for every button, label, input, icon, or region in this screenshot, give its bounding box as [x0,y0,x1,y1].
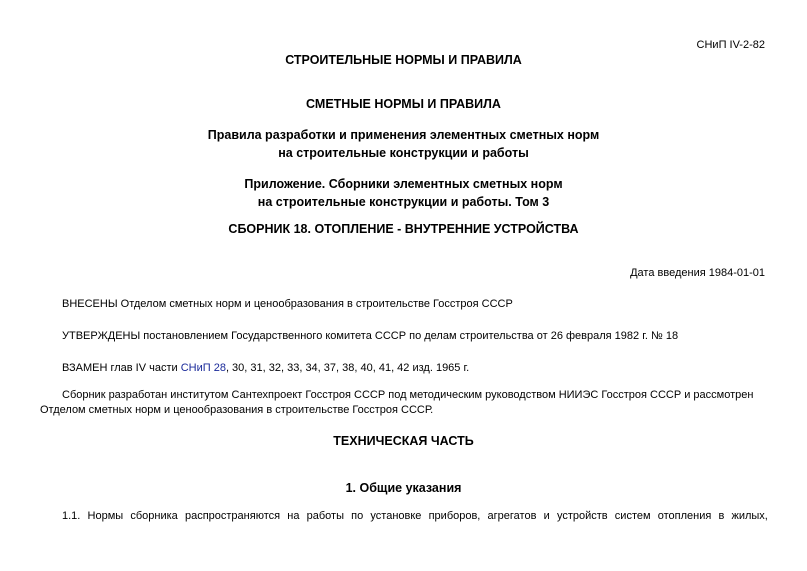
main-title: СТРОИТЕЛЬНЫЕ НОРМЫ И ПРАВИЛА [285,53,522,67]
clause-word: жилых, [731,510,768,522]
clause-word: сборника [130,510,178,522]
clause-word: Нормы [87,510,124,522]
clause-word: приборов, [428,510,481,522]
appendix-title-line2: на строительные конструкции и работы. Том 3 [257,195,550,209]
clause-word: распространяются [184,510,281,522]
developed-paragraph-line1: Сборник разработан институтом Сантехпроект Госстроя СССР под методическим руководством НИИЭС Госстроя СССР и рассмотрен [62,389,754,401]
replaced-prefix: ВЗАМЕН глав IV части [62,362,181,374]
general-instructions-heading: 1. Общие указания [345,481,462,495]
clause-word: агрегатов [487,510,537,522]
clause-word: и [543,510,550,522]
appendix-title-line1: Приложение. Сборники элементных сметных норм [244,177,563,191]
clause-word: работы [306,510,344,522]
snip-28-link[interactable]: СНиП 28 [180,362,226,374]
introduced-paragraph: ВНЕСЕНЫ Отделом сметных норм и ценообразования в строительстве Госстроя СССР [62,298,513,310]
replaced-paragraph [62,362,469,374]
clause-word: в [718,510,725,522]
clause-word: 1.1. [62,510,81,522]
clause-1-1-paragraph [62,510,768,522]
clause-word: установке [370,510,422,522]
clause-word: устройств [556,510,608,522]
sub-title: СМЕТНЫЕ НОРМЫ И ПРАВИЛА [306,97,501,111]
document-code: СНиП IV-2-82 [696,39,765,51]
collection-title: СБОРНИК 18. ОТОПЛЕНИЕ - ВНУТРЕННИЕ УСТРОЙСТВА [228,222,579,236]
rules-title-line2: на строительные конструкции и работы [278,146,529,160]
clause-word: систем [614,510,651,522]
rules-title-line1: Правила разработки и применения элементных сметных норм [207,128,600,142]
technical-part-heading: ТЕХНИЧЕСКАЯ ЧАСТЬ [333,434,474,448]
developed-paragraph-line2: Отделом сметных норм и ценообразования в строительстве Госстроя СССР. [40,404,434,416]
intro-date: Дата введения 1984-01-01 [630,267,765,279]
approved-paragraph: УТВЕРЖДЕНЫ постановлением Государственного комитета СССР по делам строительства от 26 февраля 1982 г. № 18 [62,330,679,342]
replaced-suffix: , 30, 31, 32, 33, 34, 37, 38, 40, 41, 42 изд. 1965 г. [225,362,470,374]
clause-word: отопления [657,510,712,522]
clause-word: по [351,510,364,522]
clause-word: на [287,510,300,522]
